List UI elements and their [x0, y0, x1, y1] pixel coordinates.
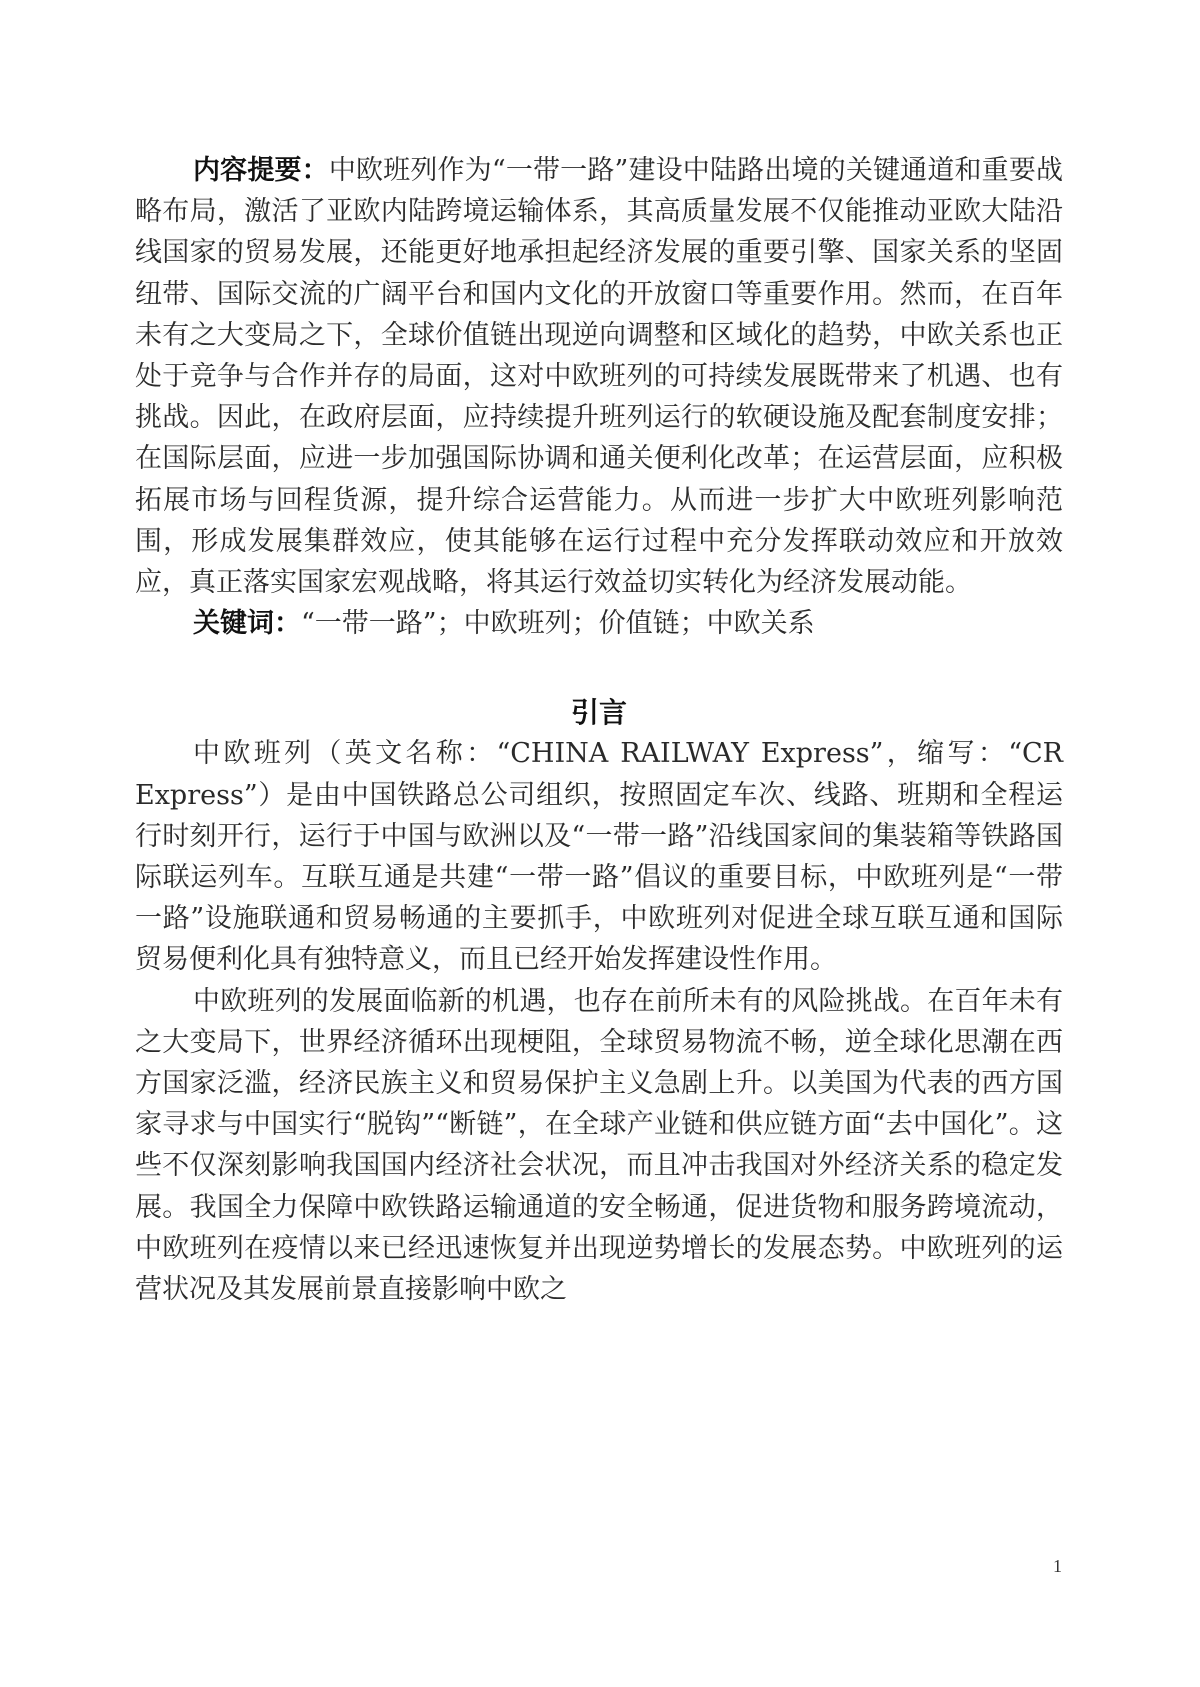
abstract-paragraph — [135, 150, 1063, 603]
body-paragraph-2: 中欧班列的发展面临新的机遇，也存在前所未有的风险挑战。在百年未有之大变局下，世界经济循环出现梗阻，全球贸易物流不畅，逆全球化思潮在西方国家泛滥，经济民族主义和贸易保护主义急剧上升。以美国为代表的西方国家寻求与中国实行“脱钩”“断链”，在全球产业链和供应链方面“去中国化”。这些不仅深刻影响我国国内经济社会状况，而且冲击我国对外经济关系的稳定发展。我国全力保障中欧铁路运输通道的安全畅通，促进货物和服务跨境流动，中欧班列在疫情以来已经迅速恢复并出现逆势增长的发展态势。中欧班列的运营状况及其发展前景直接影响中欧之 — [135, 985, 1063, 1306]
section-heading: 引言 — [570, 696, 627, 730]
keywords-paragraph — [135, 603, 1063, 644]
abstract-text: 中欧班列作为“一带一路”建设中陆路出境的关键通道和重要战略布局，激活了亚欧内陆跨境运输体系，其高质量发展不仅能推动亚欧大陆沿线国家的贸易发展，还能更好地承担起经济发展的重要引擎、国家关系的坚固纽带、国际交流的广阔平台和国内文化的开放窗口等重要作用。然而，在百年未有之大变局之下，全球价值链出现逆向调整和区域化的趋势，中欧关系也正处于竞争与合作并存的局面，这对中欧班列的可持续发展既带来了机遇、也有挑战。因此，在政府层面，应持续提升班列运行的软硬设施及配套制度安排；在国际层面，应进一步加强国际协调和通关便利化改革；在运营层面，应积极拓展市场与回程货源，提升综合运营能力。从而进一步扩大中欧班列影响范围，形成发展集群效应，使其能够在运行过程中充分发挥联动效应和开放效应，真正落实国家宏观战略，将其运行效益切实转化为经济发展动能。 — [135, 155, 1063, 599]
document-page — [135, 150, 1063, 1310]
body-paragraph-1: 中欧班列（英文名称：“CHINA RAILWAY Express”，缩写：“CR Express”）是由中国铁路总公司组织，按照固定车次、线路、班期和全程运行时刻开行，运行于中国与欧洲以及“一带一路”沿线国家间的集装箱等铁路国际联运列车。互联互通是共建“一带一路”倡议的重要目标，中欧班列是“一带一路”设施联通和贸易畅通的主要抓手，中欧班列对促进全球互联互通和国际贸易便利化具有独特意义，而且已经开始发挥建设性作用。 — [135, 738, 1063, 976]
page-number: 1 — [1053, 1556, 1062, 1576]
abstract-label: 内容提要： — [193, 155, 329, 186]
keywords-label: 关键词： — [193, 608, 301, 640]
keywords-text: “一带一路”；中欧班列；价值链；中欧关系 — [301, 608, 815, 640]
